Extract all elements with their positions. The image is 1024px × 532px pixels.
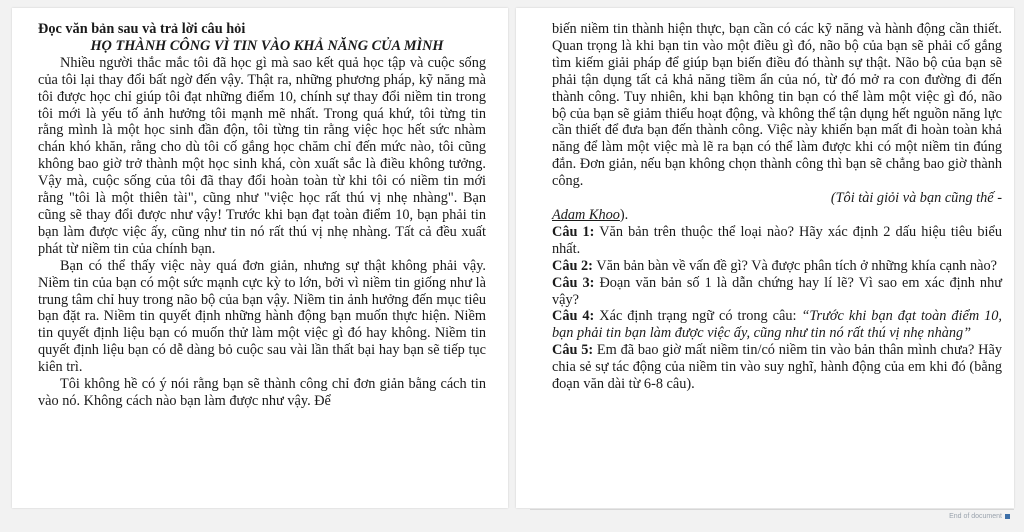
footer-divider — [530, 509, 1014, 510]
question-quote: “Trước khi bạn đạt toàn điểm 10, bạn phải tin bạn làm được việc ấy, cũng như tin nó rất thú vị nhẹ nhàng” — [552, 308, 1002, 342]
source-author-line — [552, 207, 1002, 224]
source-suffix: ). — [619, 206, 629, 223]
right-column — [552, 21, 1002, 393]
question-label: Câu 3: — [552, 274, 595, 291]
paragraph-1: Nhiều người thắc mắc tôi đã học gì mà sao kết quả học tập và cuộc sống của tôi lại thay đổi bất ngờ đến vậy. Thật ra, những phương pháp, kỹ năng mà tôi được học chỉ giúp tôi đạt những điểm 10, chính sự thay đổi niềm tin trong tôi mới là yếu tố ảnh hưởng tôi mạnh mẽ nhất. Trong quá khứ, tôi từng tin rằng mình là một học sinh đần độn, tôi từng tin rằng việc học hết sức nhàm chán khó khăn, rằng cho dù tôi cố gắng học chăm chỉ đến mức nào, tôi cũng không bao giờ trở thành một học sinh khá, còn xuất sắc là điều không tưởng. Vậy mà, cuộc sống của tôi đã thay đổi hoàn toàn từ khi tôi có niềm tin mới rằng "tôi là một thiên tài", cũng như "việc học rất thú vị nhẹ nhàng". Bạn cũng sẽ thay đổi được như vậy! Trước khi bạn đạt toàn điểm 10, bạn phải tin bạn làm được việc ấy, cũng như tin nó rất thú vị nhẹ nhàng. Tất cả đều xuất phát từ niềm tin của chính bạn. — [38, 54, 486, 257]
paragraph-continuation: biến niềm tin thành hiện thực, bạn cần có các kỹ năng và hành động cần thiết. Quan trọng là khi bạn tin vào một điều gì đó, não bộ của bạn sẽ phải cố gắng tìm kiếm giải pháp để giúp bạn biến điều đó thành sự thật. Não bộ của bạn sẽ phải tận dụng tất cả khả năng tiềm ẩn của nó, từ đó mở ra con đường đi đến thành công. Tuy nhiên, khi bạn không tin bạn có thể làm một việc gì đó, não bộ của bạn sẽ giảm thiểu hoạt động, và không thể tận dụng hết nguồn năng lực cần thiết để đưa bạn đến thành công. Việc này khiến bạn mất đi hoàn toàn khả năng để làm một việc mà lẽ ra bạn có thể làm được khi có một niềm tin đúng đắn. Đơn giản, nếu bạn không chọn thành công thì bạn sẽ chẳng bao giờ thành công. — [552, 21, 1002, 190]
left-page — [12, 8, 508, 508]
question-2 — [552, 258, 1002, 275]
source-prefix: (Tôi tài giỏi và bạn cũng thế - — [830, 190, 1002, 207]
question-label: Câu 4: — [552, 308, 595, 325]
question-text: Xác định trạng ngữ có trong câu: — [594, 308, 802, 325]
end-of-document-label: End of document — [949, 513, 1002, 520]
question-text: Em đã bao giờ mất niềm tin/có niềm tin vào bản thân mình chưa? Hãy chia sẻ sự tác động của niềm tin vào suy nghĩ, hành động của em khi đó (bằng đoạn văn dài từ 6-8 câu). — [552, 342, 1002, 393]
instruction-heading: Đọc văn bản sau và trả lời câu hỏi — [38, 21, 246, 37]
question-4 — [552, 308, 1002, 342]
right-page — [516, 8, 1014, 508]
question-text: Văn bản trên thuộc thể loại nào? Hãy xác định 2 dấu hiệu tiêu biểu nhất. — [552, 223, 1002, 257]
question-label: Câu 1: — [552, 223, 595, 240]
text-title: HỌ THÀNH CÔNG VÌ TIN VÀO KHẢ NĂNG CỦA MÌNH — [90, 37, 444, 54]
paragraph-3: Tôi không hề có ý nói rằng bạn sẽ thành công chỉ đơn giản bằng cách tin vào nó. Không cách nào bạn làm được như vậy. Để — [38, 376, 486, 409]
end-of-document-marker — [949, 513, 1010, 520]
source-author: Adam Khoo — [552, 206, 620, 223]
question-label: Câu 2: — [552, 257, 593, 274]
left-column — [38, 21, 486, 410]
question-label: Câu 5: — [552, 342, 594, 359]
question-1 — [552, 224, 1002, 258]
question-3 — [552, 275, 1002, 309]
paragraph-2: Bạn có thể thấy việc này quá đơn giản, nhưng sự thật không phải vậy. Niềm tin của bạn có một sức mạnh cực kỳ to lớn, bởi vì niềm tin giống như là trung tâm chỉ huy trong não bộ của bạn vậy. Niềm tin ảnh hưởng đến mục tiêu bạn đặt ra. Niềm tin quyết định những hành động bạn muốn thực hiện. Niềm tin quyết định liệu bạn có muốn thử làm một việc gì đó hay không. Niềm tin quyết định liệu bạn có dễ dàng bỏ cuộc sau vài lần thất bại hay bạn sẽ tiếp tục kiên trì. — [38, 257, 486, 376]
source-citation — [552, 190, 1002, 207]
question-text: Đoạn văn bản số 1 là dẫn chứng hay lí lẽ? Vì sao em xác định như vậy? — [552, 274, 1002, 308]
end-square-icon — [1005, 514, 1010, 519]
question-text: Văn bản bàn về vấn đề gì? Và được phân tích ở những khía cạnh nào? — [592, 257, 997, 274]
question-5 — [552, 342, 1002, 393]
